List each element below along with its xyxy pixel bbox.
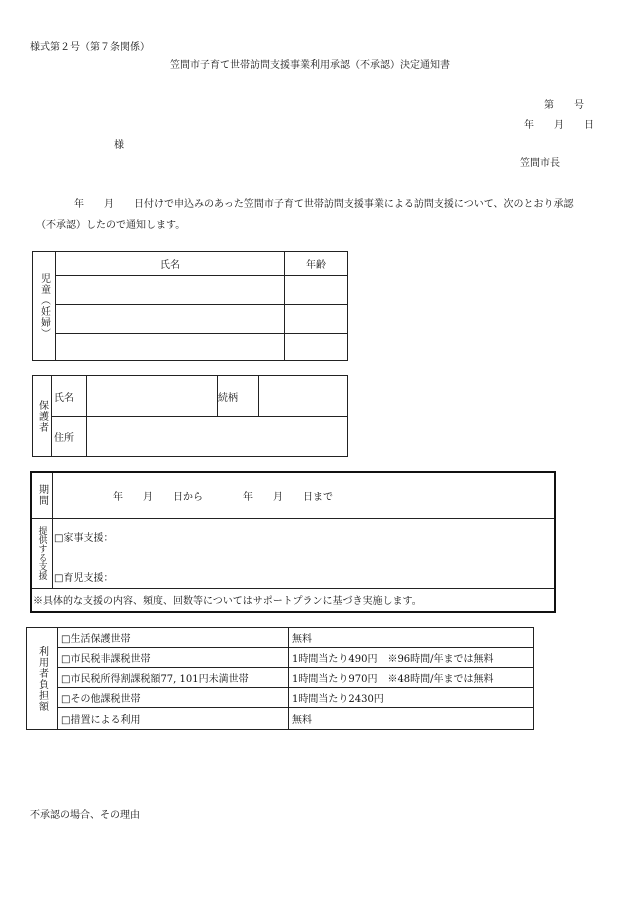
child-age-cell[interactable] bbox=[285, 334, 348, 361]
child-name-cell[interactable] bbox=[56, 334, 285, 361]
housework-support[interactable]: □家事支援： bbox=[54, 532, 114, 544]
guardian-name-label: 氏名 bbox=[52, 376, 87, 417]
guardian-address-cell[interactable] bbox=[87, 417, 348, 457]
fee-amount: 1時間当たり490円 ※96時間/年までは無料 bbox=[289, 648, 534, 668]
fee-amount: 無料 bbox=[289, 628, 534, 648]
child-table bbox=[32, 251, 348, 361]
support-label: 提供する支援 bbox=[31, 518, 53, 588]
child-age-header: 年齢 bbox=[285, 252, 348, 276]
period-text[interactable]: 年 月 日から 年 月 日まで bbox=[53, 472, 556, 518]
document-number: 第 号 bbox=[544, 100, 584, 111]
child-age-cell[interactable] bbox=[285, 276, 348, 305]
fee-category[interactable]: □市民税非課税世帯 bbox=[58, 648, 289, 668]
fee-amount: 1時間当たり970円 ※48時間/年までは無料 bbox=[289, 668, 534, 688]
fee-amount: 無料 bbox=[289, 708, 534, 730]
child-age-cell[interactable] bbox=[285, 305, 348, 334]
support-table bbox=[30, 471, 556, 613]
guardian-name-cell[interactable] bbox=[87, 376, 218, 417]
fee-table bbox=[26, 627, 534, 730]
child-name-header: 氏名 bbox=[56, 252, 285, 276]
fee-category[interactable]: □措置による利用 bbox=[58, 708, 289, 730]
fee-category[interactable]: □市民税所得割課税額77, 101円未満世帯 bbox=[58, 668, 289, 688]
form-number: 様式第２号（第７条関係） bbox=[30, 42, 150, 53]
addressee-suffix: 様 bbox=[114, 140, 124, 151]
fee-side-label: 利用者負担額 bbox=[27, 628, 58, 730]
issuer: 笠間市長 bbox=[520, 158, 560, 169]
childcare-support[interactable]: □育児支援： bbox=[54, 572, 114, 584]
child-name-cell[interactable] bbox=[56, 305, 285, 334]
period-label: 期間 bbox=[31, 472, 53, 518]
rejection-reason-label: 不承認の場合、その理由 bbox=[30, 810, 140, 821]
notice-text-line1: 年 月 日付けで申込みのあった笠間市子育て世帯訪問支援事業による訪問支援について、次のとおり承認 bbox=[74, 199, 574, 210]
fee-category[interactable]: □生活保護世帯 bbox=[58, 628, 289, 648]
support-note: ※具体的な支援の内容、頻度、回数等についてはサポートプランに基づき実施します。 bbox=[31, 588, 555, 612]
fee-amount: 1時間当たり2430円 bbox=[289, 688, 534, 708]
notice-text-line2: （不承認）したので通知します。 bbox=[36, 220, 186, 231]
guardian-relation-cell[interactable] bbox=[259, 376, 348, 417]
child-side-label: 児童（妊婦） bbox=[33, 252, 56, 361]
guardian-address-label: 住所 bbox=[52, 417, 87, 457]
document-date: 年 月 日 bbox=[524, 120, 594, 131]
child-name-cell[interactable] bbox=[56, 276, 285, 305]
document-title: 笠間市子育て世帯訪問支援事業利用承認（不承認）決定通知書 bbox=[170, 60, 450, 71]
guardian-side-label: 保護者 bbox=[33, 376, 52, 457]
guardian-relation-label: 続柄 bbox=[218, 376, 259, 417]
guardian-table bbox=[32, 375, 348, 457]
fee-category[interactable]: □その他課税世帯 bbox=[58, 688, 289, 708]
